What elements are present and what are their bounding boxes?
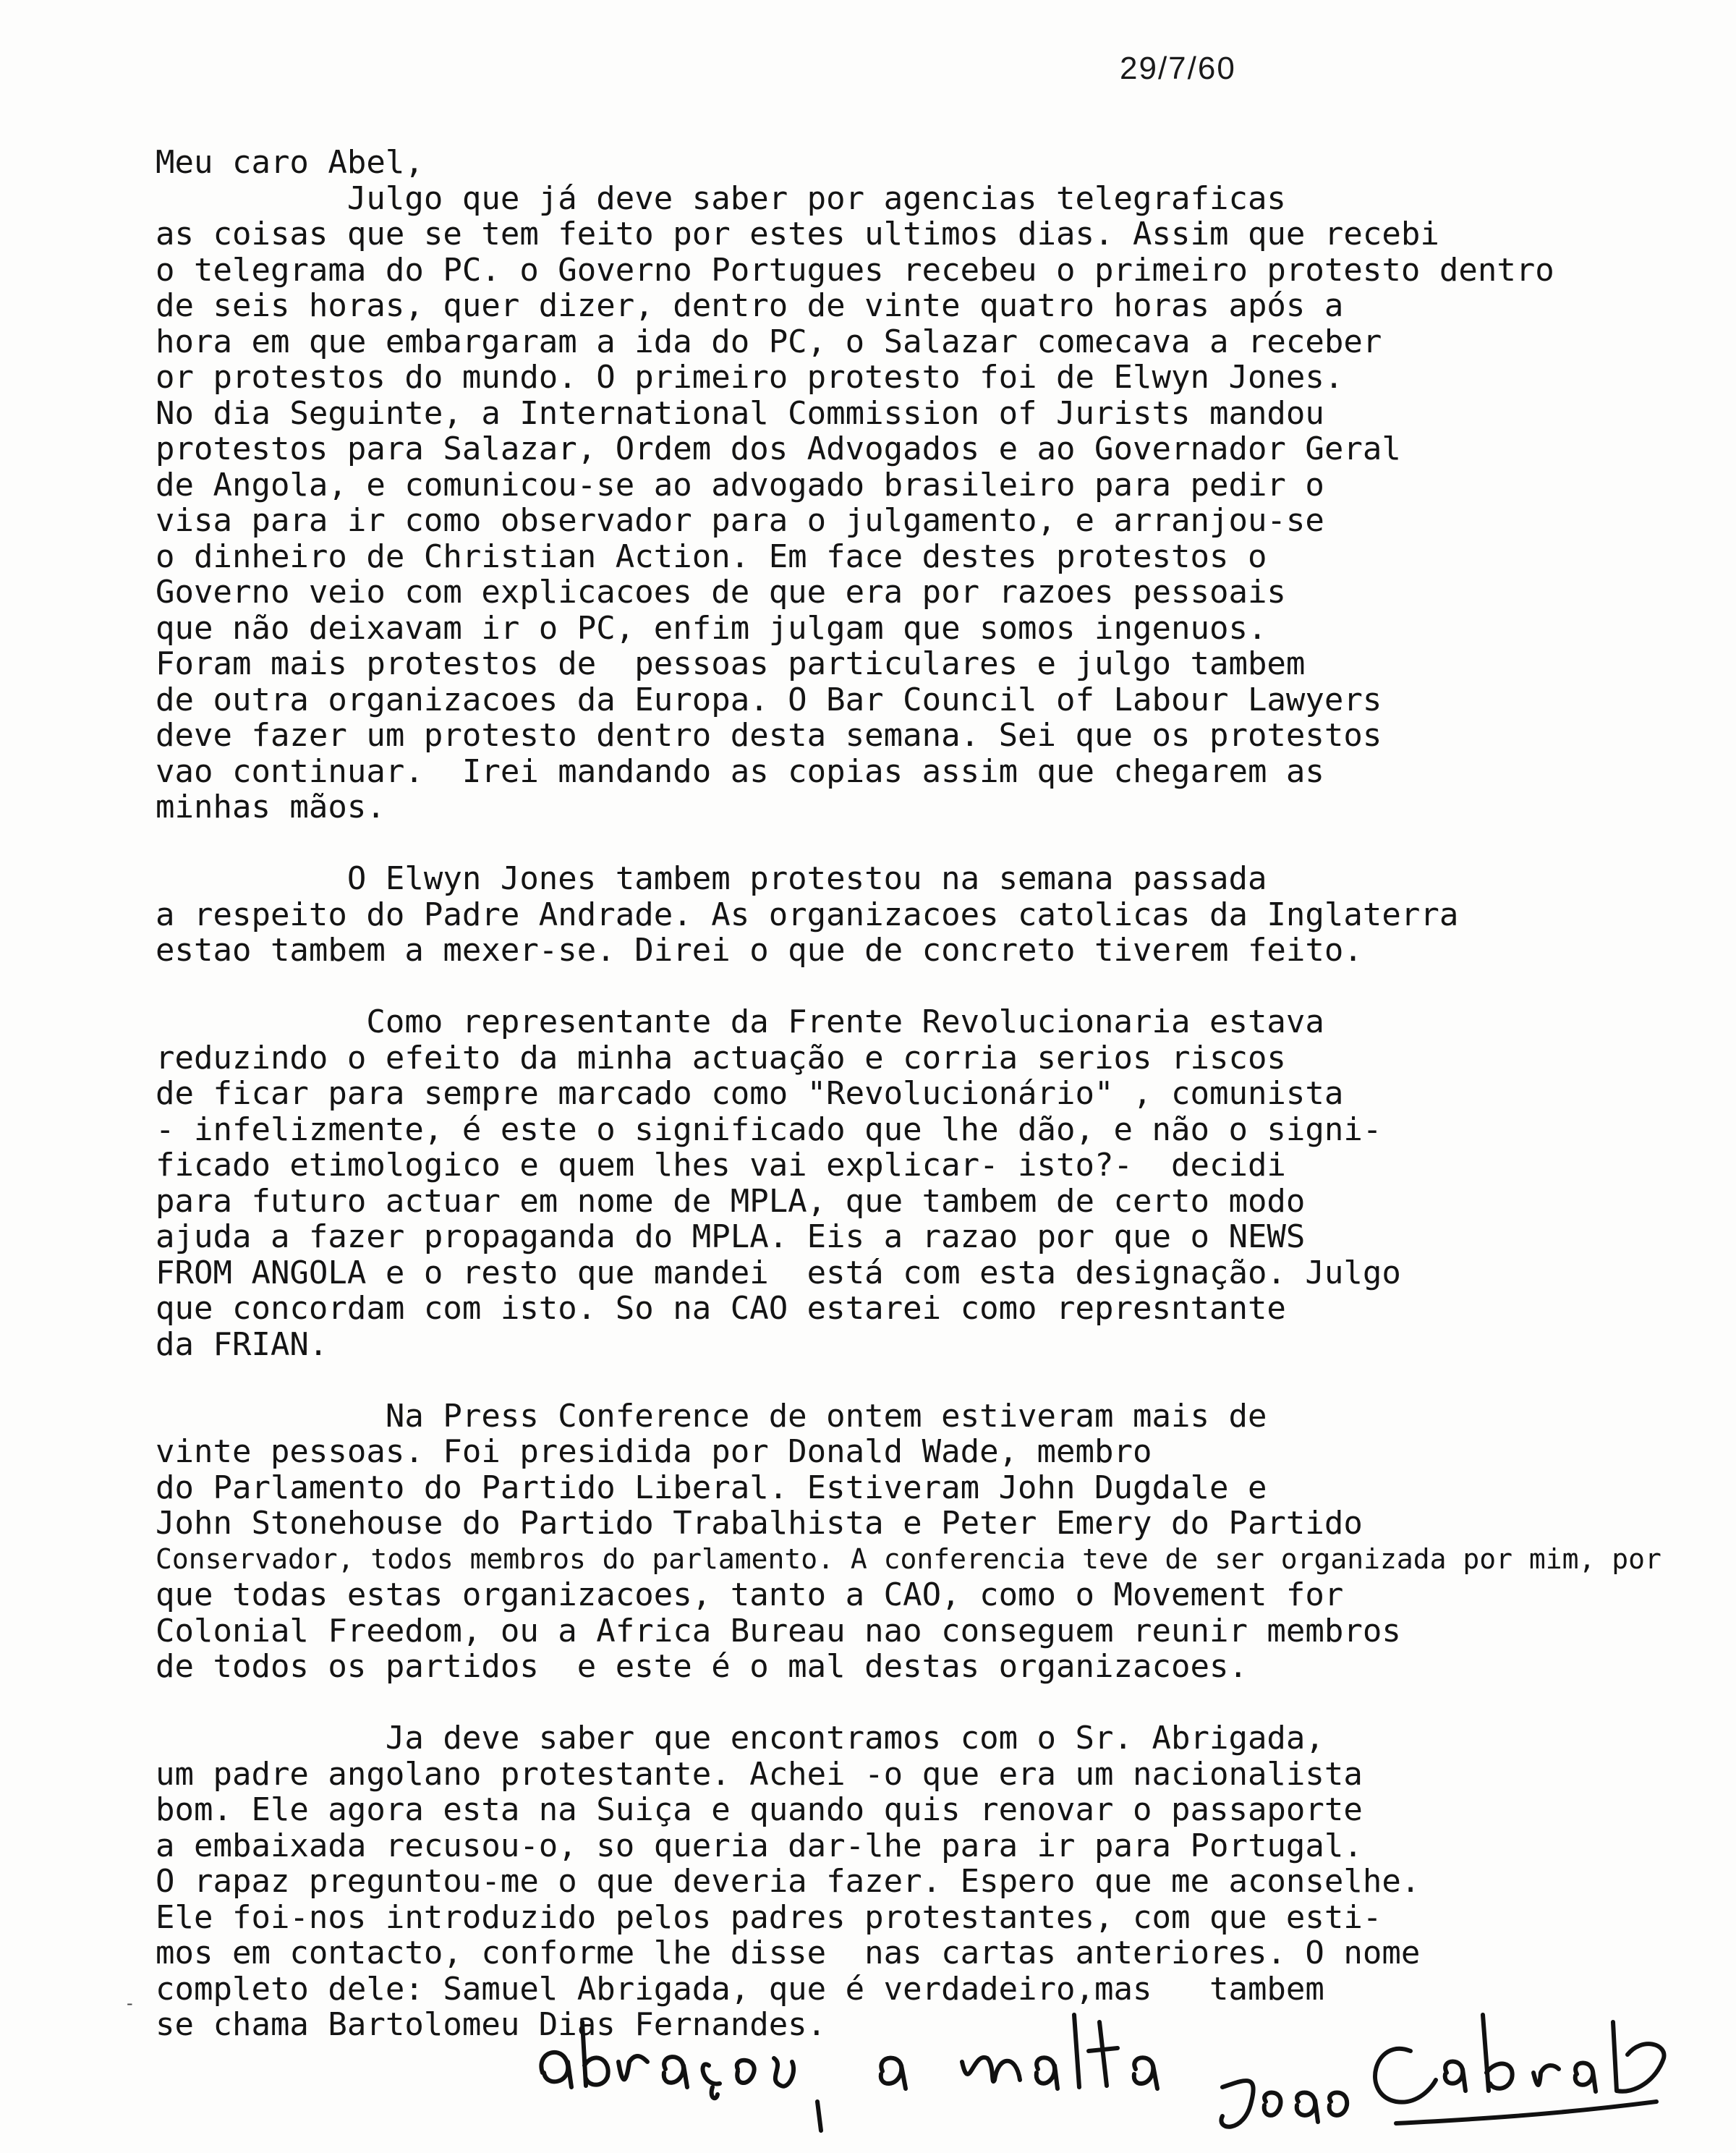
text-line: O Elwyn Jones tambem protestou na semana passada (156, 860, 1267, 897)
text-line: mos em contacto, conforme lhe disse nas cartas anteriores. O nome (156, 1935, 1421, 1971)
text-line: minhas mãos. (156, 789, 386, 825)
letter-body (156, 145, 1703, 2043)
text-line: vao continuar. Irei mandando as copias assim que chegarem as (156, 752, 1324, 790)
text-line: No dia Seguinte, a International Commission of Jurists mandou (156, 394, 1324, 432)
text-line: de Angola, e comunicou-se ao advogado brasileiro para pedir o (156, 466, 1324, 504)
text-line: completo dele: Samuel Abrigada, que é verdadeiro,mas tambem (156, 1970, 1324, 2008)
text-line: or protestos do mundo. O primeiro protesto foi de Elwyn Jones. (156, 359, 1344, 396)
paragraph-gap (156, 969, 1703, 1005)
paragraph-4 (156, 1398, 1703, 1685)
text-line: do Parlamento do Partido Liberal. Estiveram John Dugdale e (156, 1469, 1267, 1506)
text-line: John Stonehouse do Partido Trabalhista e Peter Emery do Partido (156, 1505, 1363, 1542)
text-line: o telegrama do PC. o Governo Portugues recebeu o primeiro protesto dentro (156, 251, 1554, 289)
text-line: protestos para Salazar, Ordem dos Advogados e ao Governador Geral (156, 430, 1401, 467)
paragraph-3 (156, 1004, 1703, 1362)
paragraph-2 (156, 861, 1703, 969)
paragraph-gap (156, 1685, 1703, 1721)
signature-drawing (528, 1993, 1671, 2145)
letter-date: 29/7/60 (1120, 51, 1236, 86)
text-line: a respeito do Padre Andrade. As organizacoes catolicas da Inglaterra (156, 896, 1459, 933)
text-line: para futuro actuar em nome de MPLA, que tambem de certo modo (156, 1182, 1306, 1220)
text-line: Ja deve saber que encontramos com o Sr. Abrigada, (156, 1720, 1324, 1757)
handwritten-closing-signature (528, 1993, 1671, 2145)
text-line: as coisas que se tem feito por estes ultimos dias. Assim que recebi (156, 216, 1439, 252)
text-line: ficado etimologico e quem lhes vai explicar- isto?- decidi (156, 1147, 1286, 1184)
text-line: de todos os partidos e este é o mal destas organizacoes. (156, 1648, 1248, 1685)
text-line: FROM ANGOLA e o resto que mandei está com esta designação. Julgo (156, 1254, 1401, 1291)
paragraph-1 (156, 181, 1703, 825)
paragraph-gap (156, 1362, 1703, 1398)
text-line: vinte pessoas. Foi presidida por Donald Wade, membro (156, 1433, 1152, 1470)
text-line: da FRIAN. (156, 1325, 328, 1363)
text-line: estao tambem a mexer-se. Direi o que de concreto tiverem feito. (156, 932, 1363, 969)
text-line: um padre angolano protestante. Achei -o que era um nacionalista (156, 1755, 1363, 1793)
text-line: Conservador, todos membros do parlamento. A conferencia teve de ser organizada por mim, por (156, 1542, 1661, 1575)
text-line: visa para ir como observador para o julgamento, e arranjou-se (156, 502, 1324, 539)
text-line: ajuda a fazer propaganda do MPLA. Eis a razao por que o NEWS (156, 1218, 1306, 1255)
text-line: Como representante da Frente Revolucionaria estava (156, 1003, 1324, 1040)
text-line: - infelizmente, é este o significado que lhe dão, e não o signi- (156, 1111, 1382, 1148)
text-line: Na Press Conference de ontem estiveram mais de (156, 1397, 1267, 1435)
text-line: deve fazer um protesto dentro desta semana. Sei que os protestos (156, 717, 1382, 754)
text-line: de seis horas, quer dizer, dentro de vinte quatro horas após a (156, 287, 1344, 324)
text-line: que todas estas organizacoes, tanto a CAO, como o Movement for (156, 1576, 1344, 1613)
paragraph-gap (156, 825, 1703, 862)
text-line: Colonial Freedom, ou a Africa Bureau nao conseguem reunir membros (156, 1612, 1401, 1649)
text-line: de outra organizacoes da Europa. O Bar Council of Labour Lawyers (156, 681, 1382, 718)
text-line: a embaixada recusou-o, so queria dar-lhe para ir para Portugal. (156, 1827, 1363, 1864)
text-line: bom. Ele agora esta na Suiça e quando quis renovar o passaporte (156, 1791, 1363, 1828)
text-line: Foram mais protestos de pessoas particulares e julgo tambem (156, 645, 1306, 682)
text-line: Julgo que já deve saber por agencias telegraficas (156, 179, 1286, 217)
margin-mark: - (127, 1993, 133, 2013)
text-line: se chama Bartolomeu Dias Fernandes. (156, 2006, 827, 2043)
text-line: que não deixavam ir o PC, enfim julgam que somos ingenuos. (156, 609, 1267, 647)
text-line: O rapaz preguntou-me o que deveria fazer. Espero que me aconselhe. (156, 1863, 1421, 1900)
text-line: que concordam com isto. So na CAO estarei como represntante (156, 1290, 1286, 1327)
text-line: Ele foi-nos introduzido pelos padres protestantes, com que esti- (156, 1898, 1382, 1936)
text-line: hora em que embargaram a ida do PC, o Salazar comecava a receber (156, 323, 1382, 360)
text-line: de ficar para sempre marcado como "Revolucionário" , comunista (156, 1075, 1344, 1112)
text-line: Governo veio com explicacoes de que era por razoes pessoais (156, 574, 1286, 611)
text-line: o dinheiro de Christian Action. Em face destes protestos o (156, 538, 1267, 575)
text-line: reduzindo o efeito da minha actuação e corria serios riscos (156, 1039, 1286, 1076)
salutation: Meu caro Abel, (156, 144, 424, 181)
